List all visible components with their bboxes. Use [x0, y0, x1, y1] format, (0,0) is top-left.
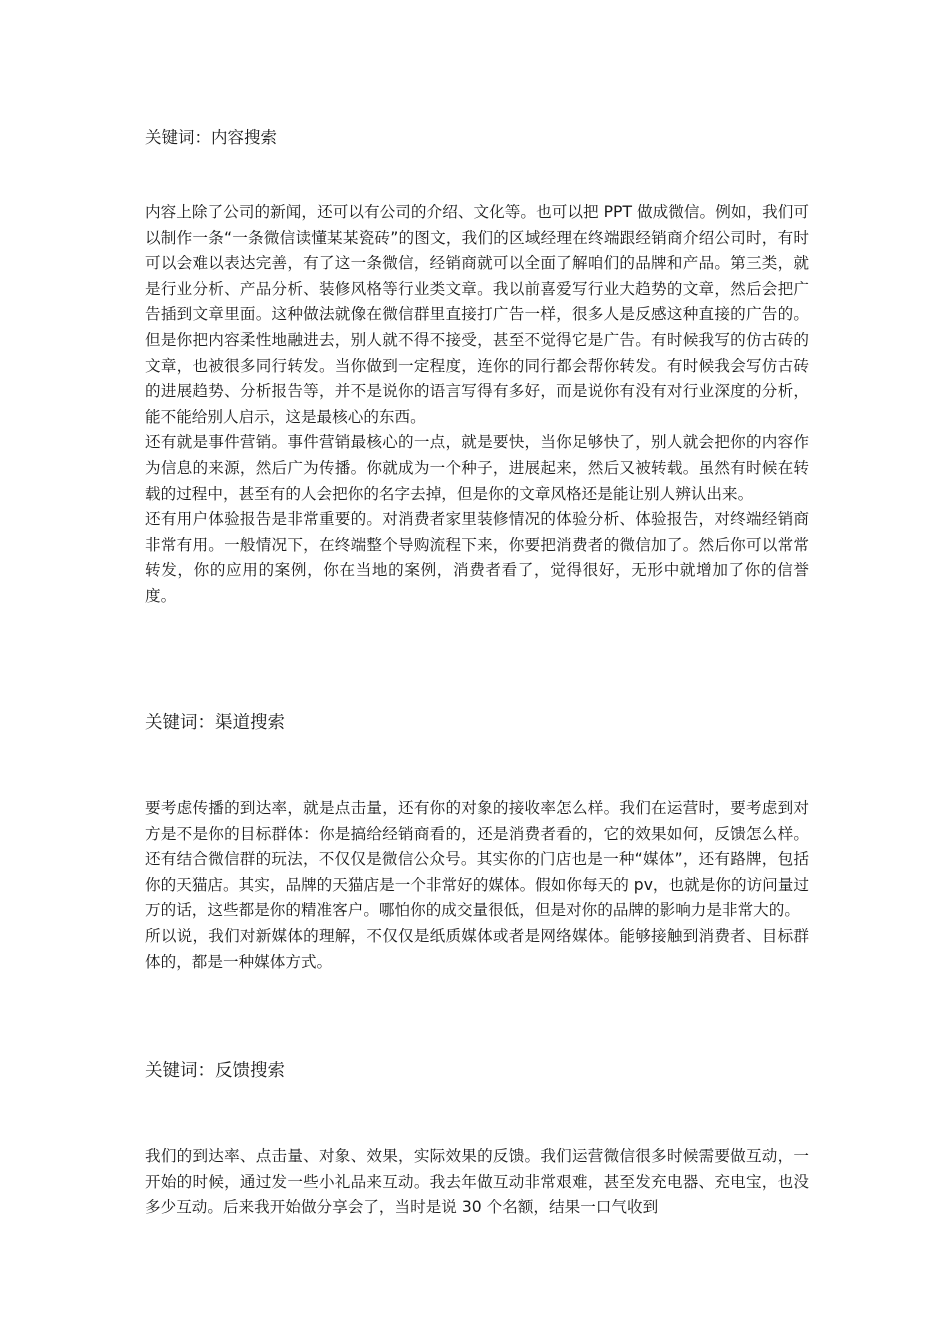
paragraph: 内容上除了公司的新闻，还可以有公司的介绍、文化等。也可以把 PPT 做成微信。例如，我们可以制作一条“一条微信读懂某某瓷砖”的图文，我们的区域经理在终端跟经销商介绍公司时，有时可以会难以表达完善，有了这一条微信，经销商就可以全面了解咱们的品牌和产品。第三类，就是行业分析、产品分析、装修风格等行业类文章。我以前喜爱写行业大趋势的文章，然后会把广告插到文章里面。这种做法就像在微信群里直接打广告一样，很多人是反感这种直接的广告的。但是你把内容柔性地融进去，别人就不得不接受，甚至不觉得它是广告。有时候我写的仿古砖的文章，也被很多同行转发。当你做到一定程度，连你的同行都会帮你转发。有时候我会写仿古砖的进展趋势、分析报告等，并不是说你的语言写得有多好，而是说你有没有对行业深度的分析，能不能给别人启示，这是最核心的东西。 [145, 203, 809, 426]
paragraph: 还有用户体验报告是非常重要的。对消费者家里装修情况的体验分析、体验报告，对终端经销商非常有用。一般情况下，在终端整个导购流程下来，你要把消费者的微信加了。然后你可以常常转发，你的应用的案例，你在当地的案例，消费者看了，觉得很好，无形中就增加了你的信誉度。 [145, 510, 809, 605]
section-heading-feedback-search: 关键词：反馈搜索 [145, 1061, 285, 1081]
paragraph: 要考虑传播的到达率，就是点击量，还有你的对象的接收率怎么样。我们在运营时，要考虑到对方是不是你的目标群体：你是搞给经销商看的，还是消费者看的，它的效果如何，反馈怎么样。还有结合微信群的玩法，不仅仅是微信公众号。其实你的门店也是一种“媒体”，还有路牌，包括你的天猫店。其实，品牌的天猫店是一个非常好的媒体。假如你每天的 pv，也就是你的访问量过万的话，这些都是你的精准客户。哪怕你的成交量很低，但是对你的品牌的影响力是非常大的。 [145, 799, 809, 920]
section-heading-content-search: 关键词：内容搜索 [145, 128, 277, 147]
section-content-search-body [145, 200, 809, 610]
section-heading-channel-search: 关键词：渠道搜索 [145, 713, 285, 733]
section-feedback-search-body [145, 1144, 809, 1221]
section-channel-search-body [145, 796, 809, 975]
paragraph: 所以说，我们对新媒体的理解，不仅仅是纸质媒体或者是网络媒体。能够接触到消费者、目标群体的，都是一种媒体方式。 [145, 926, 809, 971]
paragraph: 我们的到达率、点击量、对象、效果，实际效果的反馈。我们运营微信很多时候需要做互动，一开始的时候，通过发一些小礼品来互动。我去年做互动非常艰难，甚至发充电器、充电宝，也没多少互动。后来我开始做分享会了，当时是说 30 个名额，结果一口气收到 [145, 1147, 809, 1217]
paragraph: 还有就是事件营销。事件营销最核心的一点，就是要快，当你足够快了，别人就会把你的内容作为信息的来源，然后广为传播。你就成为一个种子，进展起来，然后又被转载。虽然有时候在转载的过程中，甚至有的人会把你的名字去掉，但是你的文章风格还是能让别人辨认出来。 [145, 433, 809, 503]
